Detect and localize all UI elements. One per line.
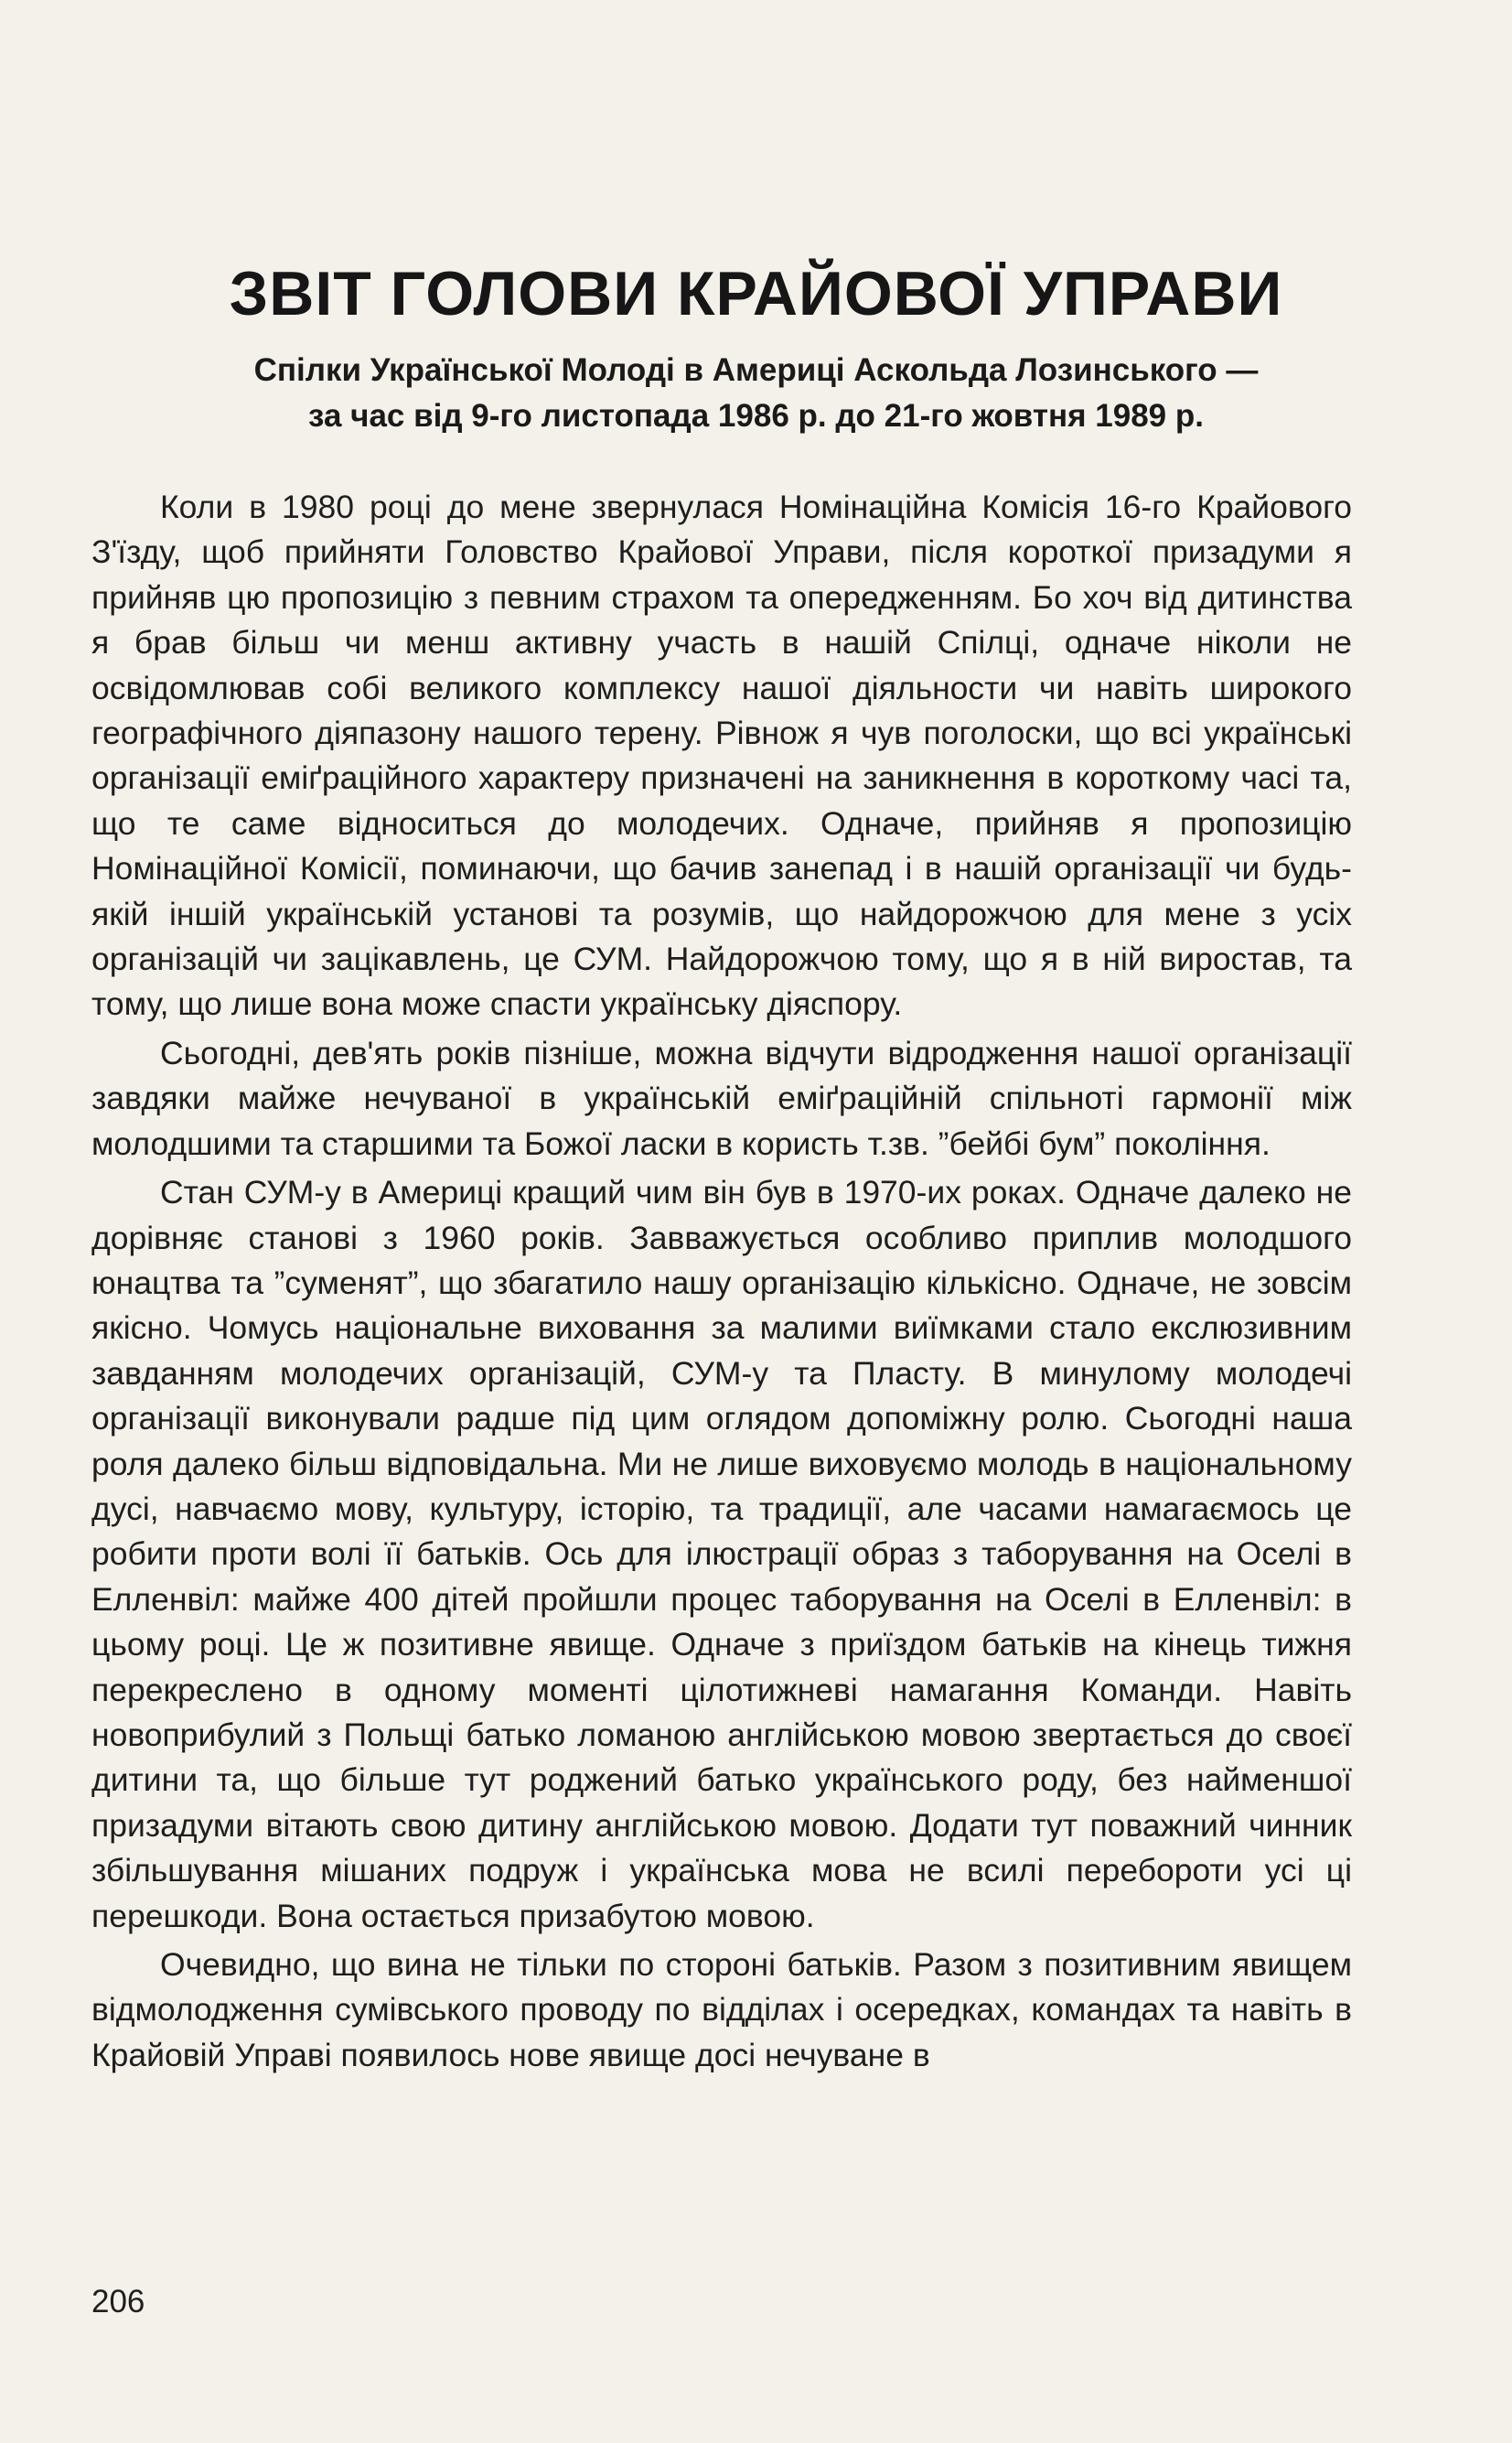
body-paragraph: Коли в 1980 році до мене звернулася Номінаційна Комісія 16-го Крайового З'їзду, щоб прийняти Головство Крайової Управи, після короткої призадуми я прийняв цю пропозицію з певним страхом та опередженням. Бо хоч від дитинства я брав більш чи менш активну участь в нашій Спілці, одначе ніколи не освідомлював собі великого комплексу нашої діяльности чи навіть широкого географічного діяпазону нашого терену. Рівнож я чув поголоски, що всі українські організації еміґраційного характеру призначені на заникнення в короткому часі та, що те саме відноситься до молодечих. Одначе, прийняв я пропозицію Номінаційної Комісії, поминаючи, що бачив занепад і в нашій організації чи будь-якій іншій українській установі та розумів, що найдорожчою для мене з усіх організацій чи зацікавлень, це СУМ. Найдорожчою тому, що я в ній виростав, та тому, що лише вона може спасти українську діяспору. [91,489,1352,1023]
page-number: 206 [91,2284,145,2319]
document-title: ЗВІТ ГОЛОВИ КРАЙОВОЇ УПРАВИ [229,259,1283,328]
subtitle-line: за час від 9-го листопада 1986 р. до 21-го жовтня 1989 р. [308,398,1204,434]
body-paragraph: Стан СУМ-у в Америці кращий чим він був в 1970-их роках. Одначе далеко не дорівняє станові з 1960 років. Завважується особливо приплив молодшого юнацтва та ”суменят”, що збагатило нашу організацію кількісно. Одначе, не зовсім якісно. Чомусь національне виховання за малими виїмками стало екслюзивним завданням молодечих організацій, СУМ-у та Пласту. В минулому молодечі організації виконували радше під цим оглядом допоміжну ролю. Сьогодні наша роля далеко більш відповідальна. Ми не лише виховуємо молодь в національному дусі, навчаємо мову, культуру, історію, та традиції, але часами намагаємось це робити проти волі її батьків. Ось для ілюстрації образ з таборування на Оселі в Елленвіл: майже 400 дітей пройшли процес таборування на Оселі в Елленвіл: в цьому році. Це ж позитивне явище. Одначе з приїздом батьків на кінець тижня перекреслено в одному моменті цілотижневі намагання Команди. Навіть новоприбулий з Польщі батько ломаною англійською мовою звертається до своєї дитини та, що більше тут роджений батько українського роду, без найменшої призадуми вітають свою дитину англійською мовою. Додати тут поважний чинник збільшування мішаних подруж і українська мова не всилі перебороти усі ці перешкоди. Вона остається призабутою мовою. [91,1174,1352,1934]
document-subtitle [91,348,1421,439]
subtitle-line: Спілки Української Молоді в Америці Аскольда Лозинського — [253,352,1259,388]
document-body [91,485,1352,2082]
body-paragraph: Очевидно, що вина не тільки по стороні батьків. Разом з позитивним явищем відмолодження сумівського проводу по відділах і осередках, командах та навіть в Крайовій Управі появилось нове явище досі нечуване в [91,1946,1352,2073]
body-paragraph: Сьогодні, дев'ять років пізніше, можна відчути відродження нашої організації завдяки майже нечуваної в українській еміґраційній спільноті гармонії між молодшими та старшими та Божої ласки в користь т.зв. ”бейбі бум” покоління. [91,1034,1352,1162]
